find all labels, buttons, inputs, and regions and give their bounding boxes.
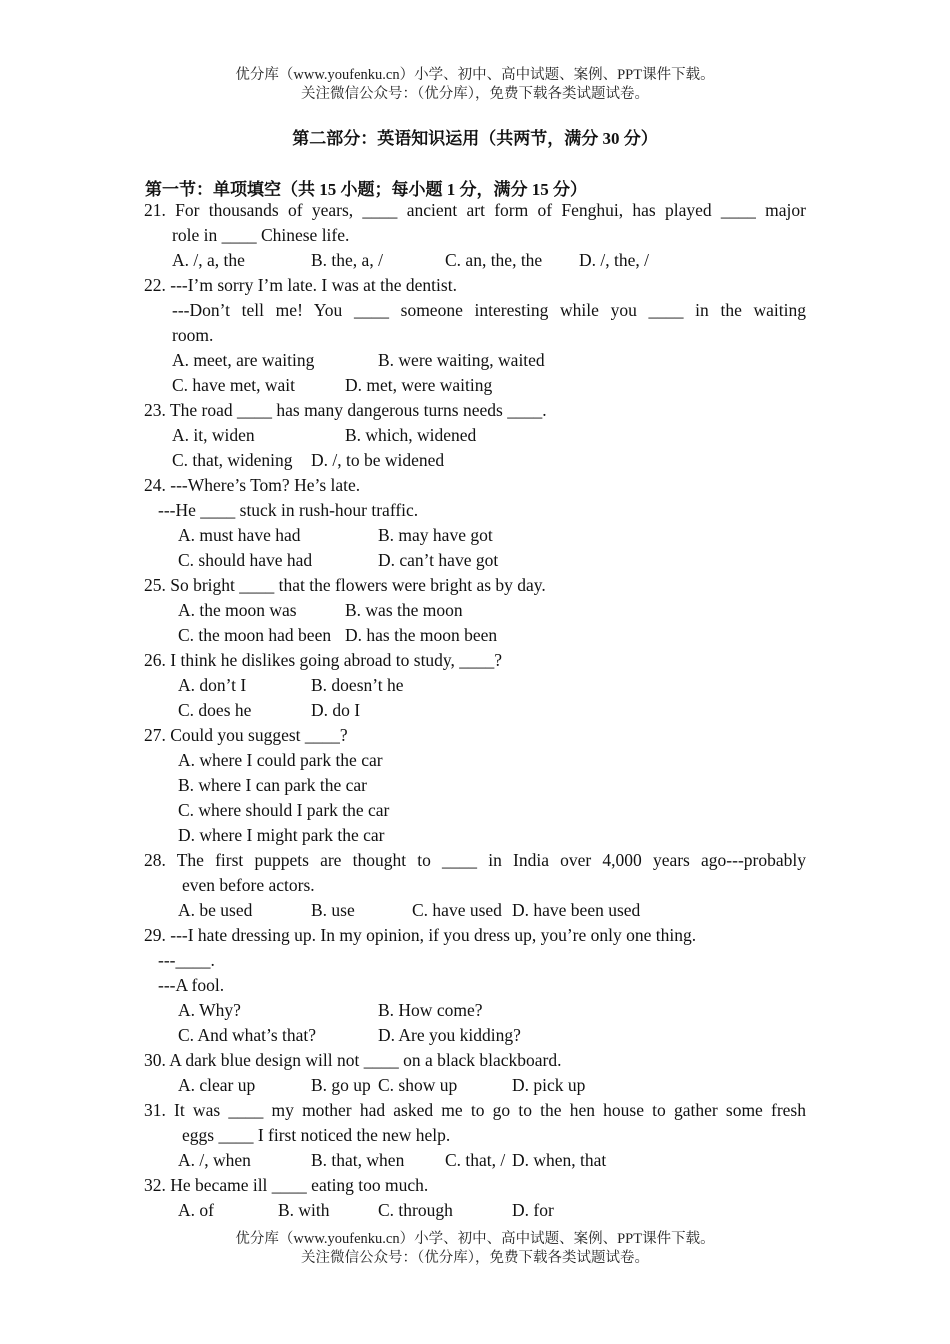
question-21-stem-1: 21. For thousands of years, ____ ancient art form of Fenghui, has played ____ major <box>144 200 806 220</box>
option-b[interactable]: B. that, when <box>311 1150 405 1170</box>
question-26-stem-1: 26. I think he dislikes going abroad to study, ____? <box>144 650 503 670</box>
option-d[interactable]: D. for <box>512 1200 554 1220</box>
question-29-stem-2: ---____. <box>158 950 215 970</box>
option-d[interactable]: D. /, to be widened <box>311 450 445 470</box>
question-27-option-b-row <box>0 773 950 798</box>
question-32-stem-1: 32. He became ill ____ eating too much. <box>144 1175 429 1195</box>
option-c[interactable]: C. should have had <box>178 550 313 570</box>
question-27-option-a-row <box>0 748 950 773</box>
option-a[interactable]: A. of <box>178 1200 214 1220</box>
question-25-options-row-1 <box>0 598 950 623</box>
option-b[interactable]: B. How come? <box>378 1000 483 1020</box>
question-28-options <box>0 898 950 923</box>
question-29-stem-3: ---A fool. <box>158 975 225 995</box>
footer-line-2: 关注微信公众号：（优分库），免费下载各类试题试卷。 <box>301 1250 649 1266</box>
option-c[interactable]: C. that, widening <box>172 450 293 470</box>
question-21-stem-2: role in ____ Chinese life. <box>172 225 350 245</box>
question-23-options-row-1 <box>0 423 950 448</box>
option-a[interactable]: A. the moon was <box>178 600 297 620</box>
option-c[interactable]: C. have used <box>412 900 502 920</box>
option-a[interactable]: A. /, when <box>178 1150 251 1170</box>
section-title: 第一节：单项填空（共 15 小题；每小题 1 分，满分 15 分） <box>145 180 587 199</box>
page-header <box>0 66 950 104</box>
option-d[interactable]: D. Are you kidding? <box>378 1025 521 1045</box>
option-d[interactable]: D. can’t have got <box>378 550 499 570</box>
question-31-stem-1: 31. It was ____ my mother had asked me to go to the hen house to gather some fresh <box>144 1100 806 1120</box>
option-d[interactable]: D. pick up <box>512 1075 586 1095</box>
option-b[interactable]: B. with <box>278 1200 330 1220</box>
question-27-option-c-row <box>0 798 950 823</box>
question-30-stem-1: 30. A dark blue design will not ____ on a black blackboard. <box>144 1050 562 1070</box>
option-a[interactable]: A. be used <box>178 900 253 920</box>
question-25-stem-1: 25. So bright ____ that the flowers were bright as by day. <box>144 575 546 595</box>
option-b[interactable]: B. may have got <box>378 525 493 545</box>
question-24-options-row-1 <box>0 523 950 548</box>
option-b[interactable]: B. use <box>311 900 355 920</box>
option-c[interactable]: C. does he <box>178 700 252 720</box>
option-b[interactable]: B. were waiting, waited <box>378 350 545 370</box>
option-d[interactable]: D. has the moon been <box>345 625 498 645</box>
question-29-stem-1: 29. ---I hate dressing up. In my opinion, if you dress up, you’re only one thing. <box>144 925 697 945</box>
question-22-stem-1: 22. ---I’m sorry I’m late. I was at the dentist. <box>144 275 457 295</box>
part-title: 第二部分：英语知识运用（共两节，满分 30 分） <box>292 129 658 148</box>
option-a[interactable]: A. Why? <box>178 1000 241 1020</box>
option-a[interactable]: A. /, a, the <box>172 250 245 270</box>
option-b[interactable]: B. was the moon <box>345 600 463 620</box>
question-31-options <box>0 1148 950 1173</box>
option-d[interactable]: D. have been used <box>512 900 641 920</box>
question-26-options-row-1 <box>0 673 950 698</box>
header-line-1: 优分库（www.youfenku.cn）小学、初中、高中试题、案例、PPT课件下载。 <box>235 67 715 83</box>
question-30-options <box>0 1073 950 1098</box>
question-25-options-row-2 <box>0 623 950 648</box>
option-c[interactable]: C. where should I park the car <box>178 800 390 820</box>
question-22-options-row-1 <box>0 348 950 373</box>
question-32-options <box>0 1198 950 1223</box>
question-28-stem-1: 28. The first puppets are thought to ____ in India over 4,000 years ago---probably <box>144 850 806 870</box>
option-a[interactable]: A. clear up <box>178 1075 256 1095</box>
question-26-options-row-2 <box>0 698 950 723</box>
option-b[interactable]: B. which, widened <box>345 425 477 445</box>
question-24-options-row-2 <box>0 548 950 573</box>
option-c[interactable]: C. And what’s that? <box>178 1025 317 1045</box>
option-d[interactable]: D. do I <box>311 700 361 720</box>
option-d[interactable]: D. met, were waiting <box>345 375 493 395</box>
question-22-stem-3: room. <box>172 325 214 345</box>
option-a[interactable]: A. where I could park the car <box>178 750 383 770</box>
question-31-stem-2: eggs ____ I first noticed the new help. <box>182 1125 451 1145</box>
question-24-stem-1: 24. ---Where’s Tom? He’s late. <box>144 475 361 495</box>
question-24-stem-2: ---He ____ stuck in rush-hour traffic. <box>158 500 419 520</box>
option-b[interactable]: B. doesn’t he <box>311 675 404 695</box>
option-a[interactable]: A. meet, are waiting <box>172 350 315 370</box>
option-c[interactable]: C. that, / <box>445 1150 506 1170</box>
question-27-stem-1: 27. Could you suggest ____? <box>144 725 348 745</box>
option-d[interactable]: D. /, the, / <box>579 250 649 270</box>
option-a[interactable]: A. must have had <box>178 525 301 545</box>
page-footer <box>0 1230 950 1268</box>
header-line-2: 关注微信公众号：（优分库），免费下载各类试题试卷。 <box>301 86 649 102</box>
option-d[interactable]: D. where I might park the car <box>178 825 385 845</box>
question-23-stem-1: 23. The road ____ has many dangerous turns needs ____. <box>144 400 547 420</box>
footer-line-1: 优分库（www.youfenku.cn）小学、初中、高中试题、案例、PPT课件下载。 <box>235 1231 715 1247</box>
question-29-options-row-2 <box>0 1023 950 1048</box>
option-b[interactable]: B. where I can park the car <box>178 775 367 795</box>
option-c[interactable]: C. the moon had been <box>178 625 332 645</box>
question-23-options-row-2 <box>0 448 950 473</box>
option-a[interactable]: A. it, widen <box>172 425 255 445</box>
question-22-stem-2: ---Don’t tell me! You ____ someone interesting while you ____ in the waiting <box>172 300 806 320</box>
option-a[interactable]: A. don’t I <box>178 675 247 695</box>
option-c[interactable]: C. have met, wait <box>172 375 295 395</box>
question-27-option-d-row <box>0 823 950 848</box>
option-d[interactable]: D. when, that <box>512 1150 607 1170</box>
option-c[interactable]: C. show up <box>378 1075 458 1095</box>
option-b[interactable]: B. go up <box>311 1075 371 1095</box>
question-28-stem-2: even before actors. <box>182 875 315 895</box>
question-22-options-row-2 <box>0 373 950 398</box>
question-29-options-row-1 <box>0 998 950 1023</box>
option-c[interactable]: C. an, the, the <box>445 250 543 270</box>
option-c[interactable]: C. through <box>378 1200 453 1220</box>
question-21-options <box>0 248 950 273</box>
option-b[interactable]: B. the, a, / <box>311 250 383 270</box>
